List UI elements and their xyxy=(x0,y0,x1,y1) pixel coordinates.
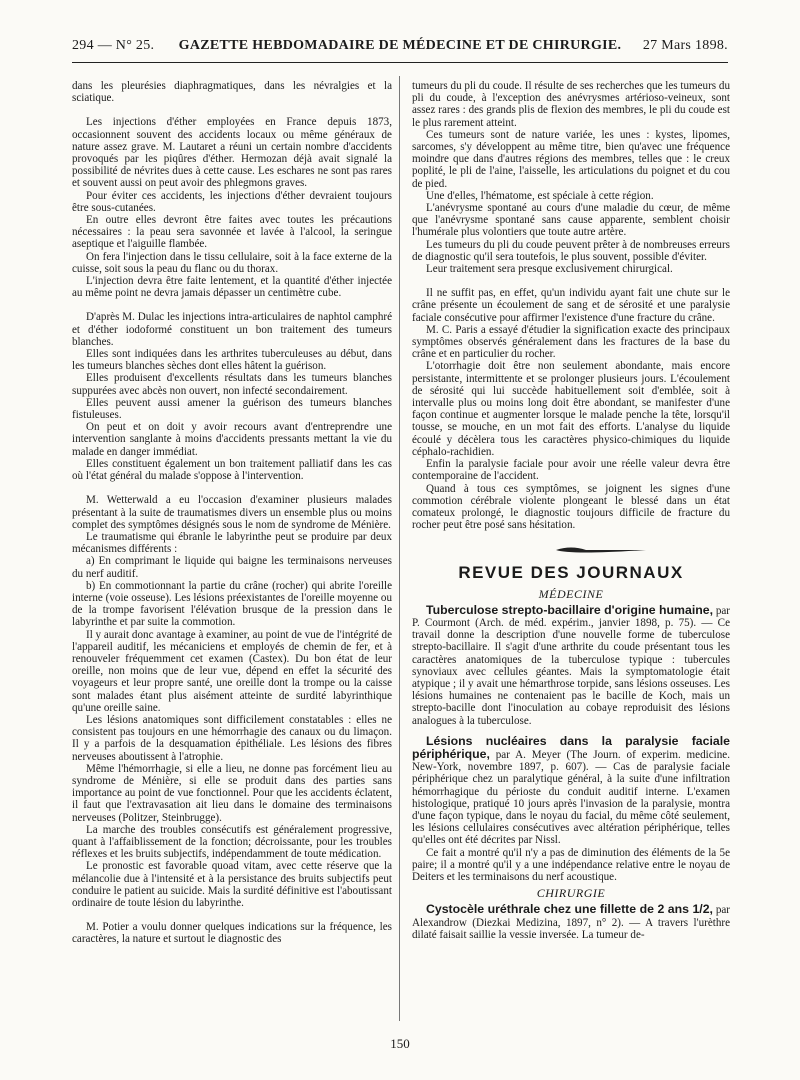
header-date: 27 Mars 1898. xyxy=(642,38,728,53)
paragraph: Elles sont indiquées dans les arthrites tuberculeuses au début, dans les tumeurs blanches sèches dont elles hâtent la guérison. xyxy=(72,348,392,373)
ornament-icon xyxy=(496,545,646,555)
subsection-title: CHIRURGIE xyxy=(536,886,606,901)
paragraph: Leur traitement sera presque exclusivement chirurgical. xyxy=(426,263,673,276)
paragraph: Elles produisent d'excellents résultats dans les tumeurs blanches suppurées avec abcès non ouvert, non infecté secondairement. xyxy=(72,372,392,397)
paragraph: Elles constituent également un bon traitement palliatif dans les cas où l'état général du malade s'oppose à l'intervention. xyxy=(72,457,392,483)
paragraph: Les injections d'éther employées en France depuis 1873, occasionnent souvent des accidents locaux ou même généraux de nature assez grave. M. Lautaret a réuni un certain nombre d'accidents provoqués par les piqûres d'éther. Hermozan déjà avait signalé la possibilité de névrites dues à cette cause. Les eschares ne sont pas rares et souvent aussi on peut avoir des phlegmons graves. xyxy=(72,116,392,190)
paragraph: M. Wetterwald a eu l'occasion d'examiner plusieurs malades présentant à la suite de traumatismes divers un ensemble plus ou moins complet des symptômes désignés sous le nom de syndrome de Ménière. xyxy=(72,494,392,531)
paragraph: Même l'hémorrhagie, si elle a lieu, ne donne pas forcément lieu au syndrome de Ménière, si elle se produit dans des parties sans importance au point de vue fonctionnel. Pour que les accidents éclatent, il faut que l'extravasation ait lieu dans le domaine des terminaisons nerveuses (Politzer, Steinbrugge). xyxy=(72,762,392,824)
ornament-divider xyxy=(412,545,730,557)
paragraph: M. C. Paris a essayé d'étudier la signification exacte des principaux symptômes observés généralement dans les fractures de la base du crâne et en particulier du rocher. xyxy=(412,323,730,361)
paragraph: Ces tumeurs sont de nature variée, les unes : kystes, lipomes, sarcomes, s'y développent au même titre, bien qu'avec une fréquence moindre que dans d'autres régions des membres, telles que : le creux poplité, le pli de l'aine, l'aisselle, les articulations du poignet et du cou de pied. xyxy=(412,128,730,190)
paragraph: On fera l'injection dans le tissu cellulaire, soit à la face externe de la cuisse, soit sous la peau du flanc ou du thorax. xyxy=(72,250,392,275)
paragraph: Les tumeurs du pli du coude peuvent prêter à de nombreuses erreurs de diagnostic qu'il sera toutefois, le plus souvent, possible d'éviter. xyxy=(412,238,730,263)
paragraph: L'otorrhagie doit être non seulement abondante, mais encore persistante, intermittente et se prolonger plusieurs jours. L'écoulement de sérosité qui lui succède habituellement soit d'emblée, soit à intervalle plus ou moins long doit être abondant, se manifester d'une façon continue et augmenter lorsque le malade penche la tête, lorsqu'il tousse, se mouche, en un mot fait des efforts. L'analyse du liquide écoulé y décèlera tous les caractères physico-chimiques du liquide céphalo-rachidien. xyxy=(412,360,730,458)
paragraph: Pour éviter ces accidents, les injections d'éther devraient toujours être sous-cutanées. xyxy=(72,189,392,214)
paragraph: Une d'elles, l'hématome, est spéciale à cette région. xyxy=(426,189,654,202)
paragraph: Le pronostic est favorable quoad vitam, avec cette réserve que la mélancolie due à l'intensité et à la persistance des bruits subjectifs peut conduire le patient au suicide. Mais la surdité définitive est l'aboutissant ordinaire de toute lésion du labyrinthe. xyxy=(72,860,392,909)
running-header xyxy=(72,38,728,58)
paragraph: b) En commotionnant la partie du crâne (rocher) qui abrite l'oreille interne (voie osseuse). Les lésions préexistantes de l'oreille moyenne ou de la trompe favorisent l'élévation brusque de la pression dans le labyrinthe et par suite la commotion. xyxy=(72,579,392,629)
paragraph: La marche des troubles consécutifs est généralement progressive, quant à l'affaiblissement de la fonction; décroissante, pour les troubles réflexes et les bruits subjectifs, indépendamment de toute médication. xyxy=(72,823,392,861)
article-body: par P. Courmont (Arch. de méd. expérim., janvier 1898, p. 75). — Ce travail donne la description d'une nouvelle forme de tuberculose strepto-bacillaire. Il s'agit d'une arthrite du coude présentant tous les caractères anatomiques de la tuberculose typique : tubercules synoviaux avec cellules géantes. Mais la symptomatologie était atypique ; il y avait une hémarthrose torpide, sans lésions osseuses. Les lésions humaines ne contenaient pas le bacille de Koch, mais un strepto-bacille dont l'inoculation au cobaye reproduisit des lésions analogues à la tuberculose. xyxy=(412,604,730,727)
paragraph: L'injection devra être faite lentement, et la quantité d'éther injectée au même point ne devra jamais dépasser un centimètre cube. xyxy=(72,275,392,300)
column-divider xyxy=(399,76,400,1021)
paragraph: Le traumatisme qui ébranle le labyrinthe peut se produire par deux mécanismes différents : xyxy=(72,530,392,556)
right-column xyxy=(412,80,730,1020)
article-title: Lésions nucléaires dans la paralysie faciale périphérique, xyxy=(412,733,730,761)
page-footer-number: 150 xyxy=(390,1036,410,1051)
article-title: Tuberculose strepto-bacillaire d'origine humaine, xyxy=(426,602,714,617)
paragraph: M. Potier a voulu donner quelques indications sur la fréquence, les caractères, la nature et surtout le diagnostic des xyxy=(72,921,392,946)
paragraph: Quand à tous ces symptômes, se joignent les signes d'une commotion cérébrale violente plongeant le blessé dans un état comateux prolongé, le diagnostic toujours difficile de fracture du rocher peut être posé sans hésitation. xyxy=(412,482,730,532)
paragraph: Elles peuvent aussi amener la guérison des tumeurs blanches fistuleuses. xyxy=(72,396,392,422)
paragraph: En outre elles devront être faites avec toutes les précautions nécessaires : la peau sera savonnée et lavée à l'alcool, la seringue aseptique et l'aiguille flambée. xyxy=(72,214,392,251)
article xyxy=(412,903,730,941)
header-page-number: 294 — N° 25. xyxy=(72,38,155,53)
paragraph: On peut et on doit y avoir recours avant d'entreprendre une intervention sanglante à moins d'accidents pressants mettant la vie du malade en danger immédiat. xyxy=(72,421,392,458)
subsection-title: MÉDECINE xyxy=(538,586,604,601)
header-rule xyxy=(72,62,728,63)
left-column xyxy=(72,80,392,1020)
paragraph: Les lésions anatomiques sont difficilement constatables : elles ne consistent pas toujours en une hémorrhagie des canaux ou du limaçon. Il y a parfois de la desquamation épithéliale. Les lésions des fibres nerveuses aboutissent à l'atrophie. xyxy=(72,713,392,763)
paragraph: dans les pleurésies diaphragmatiques, dans les névralgies et la sciatique. xyxy=(72,80,392,105)
paragraph: tumeurs du pli du coude. Il résulte de ses recherches que les tumeurs du pli du coude, à l'exception des anévrysmes artérioso-veineux, sont assez rares : des grands plis de flexion des membres, le pli du coude est le plus rarement atteint. xyxy=(412,80,730,129)
article xyxy=(412,735,730,847)
paragraph: a) En comprimant le liquide qui baigne les terminaisons nerveuses du nerf auditif. xyxy=(72,555,392,580)
paragraph: Il y aurait donc avantage à examiner, au point de vue de l'intégrité de l'appareil auditif, les mécaniciens et employés de chemin de fer, et à renouveler fréquemment cet examen (Castex). Du bon état de leur oreille, non moins que de leur vue, dépend en effet la sécurité des voyageurs et leur propre santé, une oreille dont la trompe ou la caisse sont malades étant plus aisément atteinte de surdité labyrinthique qu'une oreille saine. xyxy=(72,628,392,714)
header-title: GAZETTE HEBDOMADAIRE DE MÉDECINE ET DE CHIRURGIE. xyxy=(178,38,622,53)
paragraph: Il ne suffit pas, en effet, qu'un individu ayant fait une chute sur le crâne présente un écoulement de sang et de sérosité et une paralysie faciale consécutive pour affirmer l'existence d'une fracture du crâne. xyxy=(412,287,730,324)
article-title: Cystocèle uréthrale chez une fillette de 2 ans 1/2, xyxy=(426,902,713,917)
paragraph: Ce fait a montré qu'il n'y a pas de diminution des éléments de la 5e paire; il a montré qu'il y a une indépendance relative entre le noyau de Deiters et les terminaisons du nerf acoustique. xyxy=(412,846,730,883)
article xyxy=(412,604,730,727)
paragraph: L'anévrysme spontané au cours d'une maladie du cœur, de même que l'anévrysme spontané sans cause apparente, semblent choisir l'humérale plus volontiers que toute autre artère. xyxy=(412,202,730,239)
paragraph: Enfin la paralysie faciale pour avoir une réelle valeur devra être contemporaine de l'accident. xyxy=(412,458,730,483)
section-title: REVUE DES JOURNAUX xyxy=(458,563,684,583)
article-body: par Alexandrow (Diezkai Medizina, 1897, n° 2). — A travers l'urèthre dilaté faisait saillie la vessie inversée. La tumeur de- xyxy=(412,904,730,941)
paragraph: D'après M. Dulac les injections intra-articulaires de naphtol camphré et d'éther iodoformé constituent un bon traitement des tumeurs blanches. xyxy=(72,311,392,348)
article-body: par A. Meyer (The Journ. of experim. medicine. New-York, novembre 1897, p. 607). — Cas de paralysie faciale périphérique chez un paralytique général, à la suite d'une infiltration hémorrhagique du périoste du conduit auditif interne. L'examen histologique, pratiqué 10 jours après l'invasion de la paralysie, montra d'une façon typique, dans le noyau du facial, du même côté seulement, les lésions cellulaires consécutives avec altération périphérique, telles qu'elles ont été décrites par Nissl. xyxy=(412,748,730,847)
